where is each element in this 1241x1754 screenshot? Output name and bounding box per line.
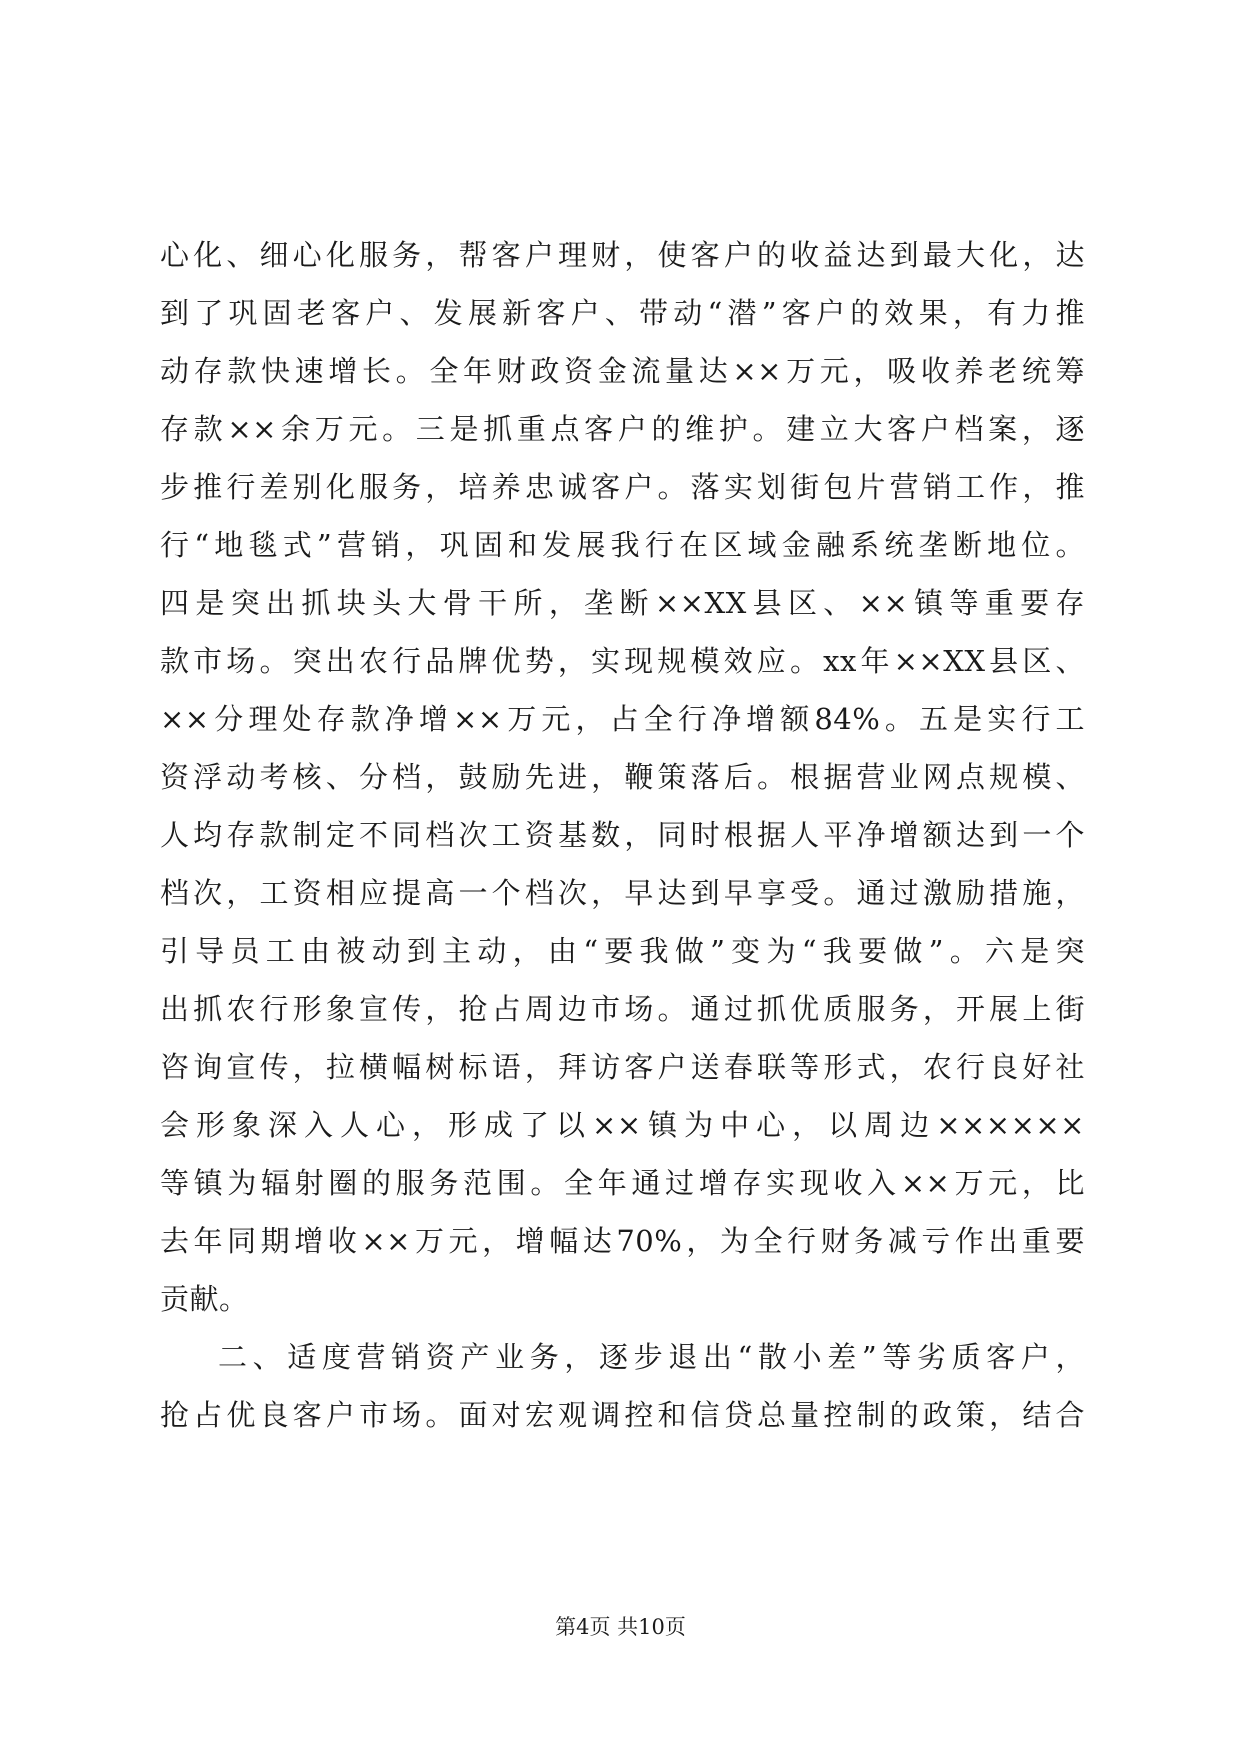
text-line: 存款××余万元。三是抓重点客户的维护。建立大客户档案，逐	[160, 412, 1085, 446]
text-line: 引导员工由被动到主动，由“要我做”变为“我要做”。六是突	[160, 934, 1085, 968]
text-line: 会形象深入人心，形成了以××镇为中心，以周边××××××	[160, 1108, 1085, 1142]
text-line: 去年同期增收××万元，增幅达70%，为全行财务减亏作出重要	[160, 1224, 1085, 1258]
document-body	[160, 226, 1085, 1444]
text-line: 心化、细心化服务，帮客户理财，使客户的收益达到最大化，达	[160, 238, 1085, 272]
text-line: 资浮动考核、分档，鼓励先进，鞭策落后。根据营业网点规模、	[160, 760, 1085, 794]
text-line: 抢占优良客户市场。面对宏观调控和信贷总量控制的政策，结合	[160, 1398, 1085, 1432]
page-number-footer: 第4页 共10页	[555, 1615, 686, 1639]
text-line: 款市场。突出农行品牌优势，实现规模效应。xx年××XX县区、	[160, 644, 1085, 678]
text-line: 等镇为辐射圈的服务范围。全年通过增存实现收入××万元，比	[160, 1166, 1085, 1200]
text-line: 咨询宣传，拉横幅树标语，拜访客户送春联等形式，农行良好社	[160, 1050, 1085, 1084]
text-line: 贡献。	[160, 1282, 249, 1316]
text-line: 行“地毯式”营销，巩固和发展我行在区域金融系统垄断地位。	[160, 528, 1085, 562]
text-line: 到了巩固老客户、发展新客户、带动“潜”客户的效果，有力推	[160, 296, 1085, 330]
text-line: 档次，工资相应提高一个档次，早达到早享受。通过激励措施，	[160, 876, 1085, 910]
text-line: 四是突出抓块头大骨干所，垄断××XX县区、××镇等重要存	[160, 586, 1085, 620]
text-line: ××分理处存款净增××万元，占全行净增额84%。五是实行工	[160, 702, 1085, 736]
text-line: 动存款快速增长。全年财政资金流量达××万元，吸收养老统筹	[160, 354, 1085, 388]
text-line: 人均存款制定不同档次工资基数，同时根据人平净增额达到一个	[160, 818, 1085, 852]
text-line: 步推行差别化服务，培养忠诚客户。落实划街包片营销工作，推	[160, 470, 1085, 504]
text-line: 二、适度营销资产业务，逐步退出“散小差”等劣质客户，	[218, 1340, 1085, 1374]
text-line: 出抓农行形象宣传，抢占周边市场。通过抓优质服务，开展上街	[160, 992, 1085, 1026]
